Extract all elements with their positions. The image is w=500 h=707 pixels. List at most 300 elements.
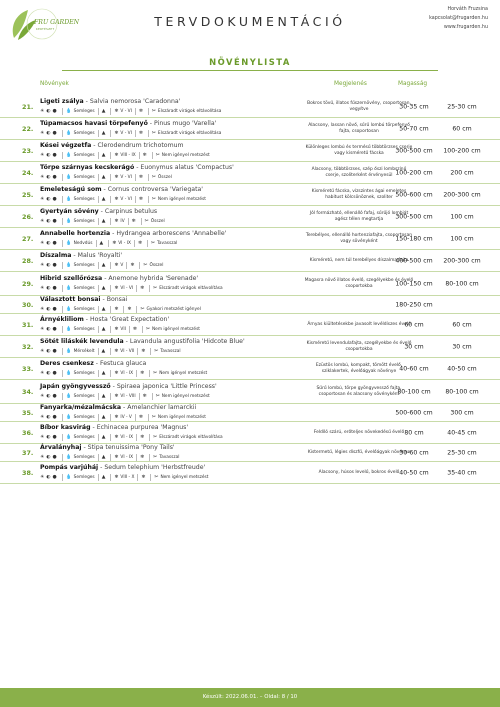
half-sun-icon: ◐	[46, 307, 51, 312]
water-drop-icon: 💧	[65, 455, 72, 460]
tree-icon: ▲	[99, 241, 104, 246]
tree-icon: ▲	[101, 197, 106, 202]
sun-icon: ☀	[40, 475, 45, 480]
water-cell	[62, 218, 98, 225]
water-need: Semleges	[73, 455, 95, 460]
plant-name: Pompás varjúháj	[40, 464, 99, 471]
height-value: 500-600 cm	[395, 191, 433, 198]
row-number: 37.	[22, 448, 34, 457]
frost-icon: ❄	[138, 197, 143, 202]
water-need: Semleges	[73, 219, 95, 224]
plant-name: Fanyarka/mézalmácska	[40, 404, 122, 411]
water-drop-icon: 💧	[65, 415, 72, 420]
frost-icon: ❄	[138, 175, 143, 180]
type-cell	[98, 285, 111, 292]
frost-cell	[139, 152, 152, 159]
name-separator: -	[83, 316, 90, 323]
document-title: TERVDOKUMENTÁCIÓ	[154, 14, 346, 29]
care-cell	[152, 152, 213, 159]
frost-cell	[135, 174, 148, 181]
light-cell	[40, 454, 62, 461]
frost-icon: ❄	[127, 307, 132, 312]
height-value: 80-100 cm	[397, 388, 431, 395]
water-drop-icon: 💧	[65, 435, 72, 440]
water-need: Semleges	[73, 307, 95, 312]
type-cell	[98, 218, 111, 225]
water-cell	[62, 306, 98, 313]
scissors-icon: ✂	[154, 349, 159, 354]
flower-icon: ❄	[114, 219, 119, 224]
frost-icon: ❄	[140, 455, 145, 460]
water-cell	[62, 240, 96, 247]
light-cell	[40, 370, 62, 377]
tree-icon: ▲	[101, 307, 106, 312]
plant-name-line	[40, 252, 122, 259]
half-sun-icon: ◐	[46, 263, 51, 268]
appearance-description: Terebélyes, ellenálló hortenziafajta, csoportosan vagy sövényként	[305, 232, 413, 244]
frost-icon: ❄	[132, 327, 137, 332]
row-number: 22.	[22, 124, 34, 133]
plant-name: Törpe szárnyas kecskerágó	[40, 164, 135, 171]
water-drop-icon: 💧	[65, 263, 72, 268]
width-value: 35-40 cm	[447, 469, 477, 476]
water-cell	[62, 108, 98, 115]
height-value: 100-150 cm	[395, 280, 433, 287]
name-separator: -	[91, 142, 98, 149]
appearance-description: Jól formázható, ellenálló fafaj, sűrűjó lombját agész télen megtartja	[309, 210, 409, 222]
type-cell	[98, 262, 111, 269]
width-value: 30 cm	[452, 343, 472, 350]
frost-cell	[135, 108, 148, 115]
water-drop-icon: 💧	[65, 349, 72, 354]
sun-icon: ☀	[40, 371, 45, 376]
care-cell	[149, 370, 210, 377]
light-cell	[40, 348, 62, 355]
plant-row	[0, 272, 500, 296]
width-value: 200 cm	[450, 169, 474, 176]
water-drop-icon: 💧	[65, 109, 72, 114]
plant-row	[0, 228, 500, 250]
half-sun-icon: ◐	[46, 349, 51, 354]
name-separator: -	[110, 383, 117, 390]
plant-latin-name: Euonymus alatus 'Compactus'	[140, 164, 234, 171]
type-cell	[98, 393, 111, 400]
row-number: 32.	[22, 342, 34, 351]
flower-icon: ❄	[114, 394, 119, 399]
shade-icon: ●	[52, 263, 57, 268]
light-cell	[40, 262, 62, 269]
name-separator: -	[93, 360, 100, 367]
name-separator: -	[147, 120, 154, 127]
water-cell	[62, 196, 98, 203]
pruning-note: Ősszel	[149, 263, 164, 268]
name-separator: -	[102, 275, 109, 282]
frost-cell	[135, 130, 148, 137]
water-need: Semleges	[73, 394, 95, 399]
frost-icon: ❄	[138, 131, 143, 136]
plant-attributes	[40, 285, 226, 292]
pruning-note: Nem igényel metszést	[151, 327, 200, 332]
care-cell	[141, 218, 168, 225]
frost-cell	[126, 262, 139, 269]
scissors-icon: ✂	[153, 435, 158, 440]
plant-latin-name: Festuca glauca	[99, 360, 147, 367]
frost-icon: ❄	[131, 219, 136, 224]
bloom-period: VI - VIII	[120, 394, 136, 399]
logo-text: FRU GARDEN	[34, 19, 80, 26]
shade-icon: ●	[52, 327, 57, 332]
column-header-height: Magasság	[398, 81, 428, 87]
bloom-period: IV	[120, 219, 125, 224]
plant-name: Árvalányhaj	[40, 444, 82, 451]
frost-cell	[137, 348, 150, 355]
scissors-icon: ✂	[151, 109, 156, 114]
half-sun-icon: ◐	[46, 241, 51, 246]
plant-name-line	[40, 404, 196, 411]
width-value: 80-100 cm	[445, 280, 479, 287]
tree-icon: ▲	[101, 131, 106, 136]
shade-icon: ●	[52, 109, 57, 114]
scissors-icon: ✂	[151, 175, 156, 180]
bloom-period: V	[120, 263, 124, 268]
pruning-note: Nem igényel metszést	[157, 415, 206, 420]
water-cell	[62, 152, 98, 159]
height-value: 300-500 cm	[395, 147, 433, 154]
appearance-description: Különleges lombú és termésű többtörzses cserje vagy kisméretű fácska	[305, 144, 413, 156]
height-value: 30 cm	[404, 343, 424, 350]
bloom-period: VI - IX	[120, 455, 134, 460]
tree-icon: ▲	[101, 286, 106, 291]
type-cell	[98, 434, 111, 441]
height-value: 50-70 cm	[399, 125, 429, 132]
plant-latin-name: Lavandula angustifolia 'Hidcote Blue'	[129, 338, 245, 345]
sun-icon: ☀	[40, 219, 45, 224]
tree-icon: ▲	[101, 415, 106, 420]
contact-website[interactable]: www.frugarden.hu	[443, 25, 488, 30]
care-cell	[139, 262, 166, 269]
frost-icon: ❄	[137, 241, 142, 246]
care-cell	[148, 414, 209, 421]
row-number: 25.	[22, 190, 34, 199]
height-value: 40-60 cm	[399, 365, 429, 372]
type-cell	[98, 370, 111, 377]
water-cell	[62, 262, 98, 269]
shade-icon: ●	[52, 371, 57, 376]
width-value: 40-50 cm	[447, 365, 477, 372]
care-cell	[152, 393, 213, 400]
plant-latin-name: Sedum telephium 'Herbstfreude'	[104, 464, 206, 471]
half-sun-icon: ◐	[46, 455, 51, 460]
shade-icon: ●	[52, 435, 57, 440]
frost-icon: ❄	[130, 263, 135, 268]
bloom-cell	[110, 306, 123, 313]
water-need: Semleges	[73, 263, 95, 268]
plant-attributes	[40, 152, 213, 159]
flower-icon: ❄	[114, 371, 119, 376]
row-number: 31.	[22, 320, 34, 329]
flower-icon: ❄	[114, 175, 119, 180]
plant-latin-name: Echinacea purpurea 'Magnus'	[96, 424, 189, 431]
frost-cell	[136, 454, 149, 461]
plant-name: Ligeti zsálya	[40, 98, 84, 105]
plant-latin-name: Salvia nemorosa 'Caradonna'	[89, 98, 181, 105]
water-cell	[62, 326, 98, 333]
light-cell	[40, 108, 62, 115]
pruning-note: Tavasszal	[159, 455, 180, 460]
plant-latin-name: Spiraea japonica 'Little Princess'	[116, 383, 217, 390]
water-drop-icon: 💧	[65, 131, 72, 136]
appearance-description: Sűrű lombú, törpe gyöngyvessző fajta, csoportosan és alacsony sövényként	[316, 385, 402, 397]
plant-name-line	[40, 360, 146, 367]
light-cell	[40, 196, 62, 203]
plant-latin-name: Clerodendrum trichotomum	[97, 142, 184, 149]
plant-attributes	[40, 174, 175, 181]
scissors-icon: ✂	[155, 153, 160, 158]
bloom-cell	[108, 240, 134, 247]
water-need: Semleges	[73, 415, 95, 420]
half-sun-icon: ◐	[46, 197, 51, 202]
water-drop-icon: 💧	[65, 371, 72, 376]
pruning-note: Gyakori metszést igényel	[146, 307, 201, 312]
shade-icon: ●	[52, 394, 57, 399]
plant-name-line	[40, 230, 226, 237]
water-cell	[62, 393, 98, 400]
frost-cell	[136, 285, 149, 292]
care-cell	[148, 130, 225, 137]
scissors-icon: ✂	[151, 415, 156, 420]
plant-name-line	[40, 208, 157, 215]
shade-icon: ●	[52, 349, 57, 354]
contact-email[interactable]: kapcsolat@frugarden.hu	[429, 16, 488, 21]
care-cell	[149, 454, 182, 461]
bloom-cell	[110, 370, 136, 377]
scissors-icon: ✂	[140, 307, 145, 312]
plant-name-line	[40, 444, 175, 451]
sun-icon: ☀	[40, 153, 45, 158]
name-separator: -	[134, 164, 141, 171]
scissors-icon: ✂	[151, 131, 156, 136]
bloom-period: VI - IX	[120, 435, 134, 440]
logo-subtext: KERTÉSZET	[36, 28, 55, 31]
width-value: 60 cm	[452, 321, 472, 328]
plant-attributes	[40, 196, 209, 203]
plant-name-line	[40, 296, 127, 303]
water-need: Semleges	[73, 327, 95, 332]
row-number: 21.	[22, 102, 34, 111]
plant-name: Japán gyöngyvessző	[40, 383, 111, 390]
care-cell	[148, 196, 209, 203]
appearance-description: Kisméretű, nem túl terebélyes díszalma fajta	[309, 257, 409, 263]
bloom-cell	[110, 262, 126, 269]
type-cell	[98, 414, 111, 421]
bloom-cell	[110, 108, 134, 115]
pruning-note: Ősszel	[157, 175, 172, 180]
care-cell	[148, 108, 225, 115]
water-drop-icon: 💧	[65, 219, 72, 224]
pruning-note: Nem igényel metszést	[161, 394, 210, 399]
plant-name: Választott bonsai	[40, 296, 101, 303]
scissors-icon: ✂	[153, 455, 158, 460]
row-number: 36.	[22, 428, 34, 437]
plant-name: Bíbor kasvirág	[40, 424, 91, 431]
plant-latin-name: Carpinus betulus	[104, 208, 158, 215]
column-header-plants: Növények	[40, 81, 69, 87]
appearance-description: Alacsony, húsos levelű, bokros évelő	[318, 469, 400, 475]
frost-icon: ❄	[141, 475, 146, 480]
type-cell	[98, 174, 111, 181]
sun-icon: ☀	[40, 131, 45, 136]
row-number: 26.	[22, 212, 34, 221]
pruning-note: Nem igényel metszést	[159, 371, 208, 376]
half-sun-icon: ◐	[46, 175, 51, 180]
type-cell	[98, 326, 111, 333]
bloom-period: VI - IX	[120, 371, 134, 376]
type-cell	[98, 454, 111, 461]
bloom-period: IV - V	[120, 415, 132, 420]
appearance-description: Alacsony, lassan növő, sűrű lombú törpefenyő fajta, csoportosan	[308, 122, 410, 134]
frost-cell	[134, 240, 147, 247]
height-value: 30-35 cm	[399, 103, 429, 110]
plant-latin-name: Pinus mugo 'Varella'	[154, 120, 217, 127]
plant-attributes	[40, 474, 211, 481]
bloom-period: V - VI	[120, 109, 132, 114]
sun-icon: ☀	[40, 175, 45, 180]
row-number: 29.	[22, 279, 34, 288]
tree-icon: ▲	[101, 394, 106, 399]
half-sun-icon: ◐	[46, 286, 51, 291]
pruning-note: Tavasszal	[160, 349, 181, 354]
appearance-description: Kisméretű fácska, vízszintes ágai emeletes habitust kölcsönöznek, szoliter	[311, 188, 407, 200]
light-cell	[40, 285, 62, 292]
shade-icon: ●	[52, 219, 57, 224]
contact-block	[429, 5, 488, 32]
sun-icon: ☀	[40, 241, 45, 246]
plant-name-line	[40, 164, 234, 171]
water-need: Mérsékelt	[73, 349, 95, 354]
flower-icon: ❄	[114, 349, 119, 354]
sun-icon: ☀	[40, 435, 45, 440]
water-cell	[62, 130, 98, 137]
bloom-period: VI - IX	[118, 241, 131, 246]
half-sun-icon: ◐	[46, 394, 51, 399]
water-cell	[62, 370, 98, 377]
plant-row	[0, 404, 500, 422]
light-cell	[40, 240, 62, 247]
name-separator: -	[83, 98, 90, 105]
shade-icon: ●	[52, 153, 57, 158]
plant-name: Díszalma	[40, 252, 72, 259]
type-cell	[98, 196, 111, 203]
light-cell	[40, 393, 62, 400]
shade-icon: ●	[52, 197, 57, 202]
column-header-appearance: Megjelenés	[334, 81, 367, 87]
plant-name-line	[40, 186, 203, 193]
height-value: 100-200 cm	[395, 169, 433, 176]
plant-latin-name: Malus 'Royalti'	[77, 252, 123, 259]
frost-icon: ❄	[142, 394, 147, 399]
plant-attributes	[40, 348, 184, 355]
light-cell	[40, 218, 62, 225]
bloom-cell	[110, 474, 137, 481]
name-separator: -	[71, 252, 78, 259]
plant-attributes	[40, 218, 168, 225]
care-cell	[147, 240, 180, 247]
plant-row	[0, 250, 500, 272]
height-value: 500-600 cm	[395, 409, 433, 416]
tree-icon: ▲	[101, 475, 106, 480]
plant-row	[0, 140, 500, 162]
light-cell	[40, 130, 62, 137]
tree-icon: ▲	[101, 219, 106, 224]
pruning-note: Elszáradt virágok eltávolítása	[159, 435, 223, 440]
scissors-icon: ✂	[153, 371, 158, 376]
title-divider	[62, 70, 438, 71]
width-value: 25-30 cm	[447, 449, 477, 456]
sun-icon: ☀	[40, 197, 45, 202]
name-separator: -	[101, 186, 108, 193]
water-need: Semleges	[73, 475, 95, 480]
scissors-icon: ✂	[155, 394, 160, 399]
shade-icon: ●	[52, 241, 57, 246]
flower-icon: ❄	[114, 131, 119, 136]
care-cell	[149, 285, 226, 292]
plant-name-line	[40, 338, 245, 345]
tree-icon: ▲	[101, 175, 106, 180]
plant-name-line	[40, 120, 216, 127]
care-cell	[148, 174, 175, 181]
plant-name: Gyertyán sövény	[40, 208, 99, 215]
bloom-period: V - VI	[120, 197, 132, 202]
height-value: 300-500 cm	[395, 213, 433, 220]
appearance-description: Ezüstös lombú, kompakt, tömött évelő, sziklakertek, évelőágyak növénye	[315, 362, 403, 374]
width-value: 40-45 cm	[447, 429, 477, 436]
plant-list	[0, 96, 500, 484]
plant-attributes	[40, 454, 182, 461]
plant-row	[0, 184, 500, 206]
width-value: 100 cm	[450, 235, 474, 242]
name-separator: -	[98, 464, 105, 471]
frost-icon: ❄	[138, 109, 143, 114]
row-number: 28.	[22, 256, 34, 265]
plant-attributes	[40, 393, 213, 400]
plant-attributes	[40, 370, 210, 377]
height-value: 30-60 cm	[399, 449, 429, 456]
half-sun-icon: ◐	[46, 371, 51, 376]
water-drop-icon: 💧	[65, 241, 72, 246]
care-cell	[136, 306, 203, 313]
half-sun-icon: ◐	[46, 153, 51, 158]
water-need: Semleges	[73, 131, 95, 136]
water-need: Semleges	[73, 153, 95, 158]
sun-icon: ☀	[40, 349, 45, 354]
pruning-note: Nem igényel metszést	[161, 153, 210, 158]
height-value: 80 cm	[404, 429, 424, 436]
shade-icon: ●	[52, 175, 57, 180]
bloom-cell	[110, 130, 134, 137]
half-sun-icon: ◐	[46, 219, 51, 224]
flower-icon: ❄	[114, 307, 119, 312]
plant-latin-name: Bonsai	[106, 296, 128, 303]
half-sun-icon: ◐	[46, 327, 51, 332]
half-sun-icon: ◐	[46, 131, 51, 136]
frost-cell	[135, 414, 148, 421]
width-value: 200-300 cm	[443, 257, 481, 264]
water-drop-icon: 💧	[65, 286, 72, 291]
shade-icon: ●	[52, 131, 57, 136]
frost-cell	[123, 306, 136, 313]
name-separator: -	[110, 230, 117, 237]
width-value: 100-200 cm	[443, 147, 481, 154]
